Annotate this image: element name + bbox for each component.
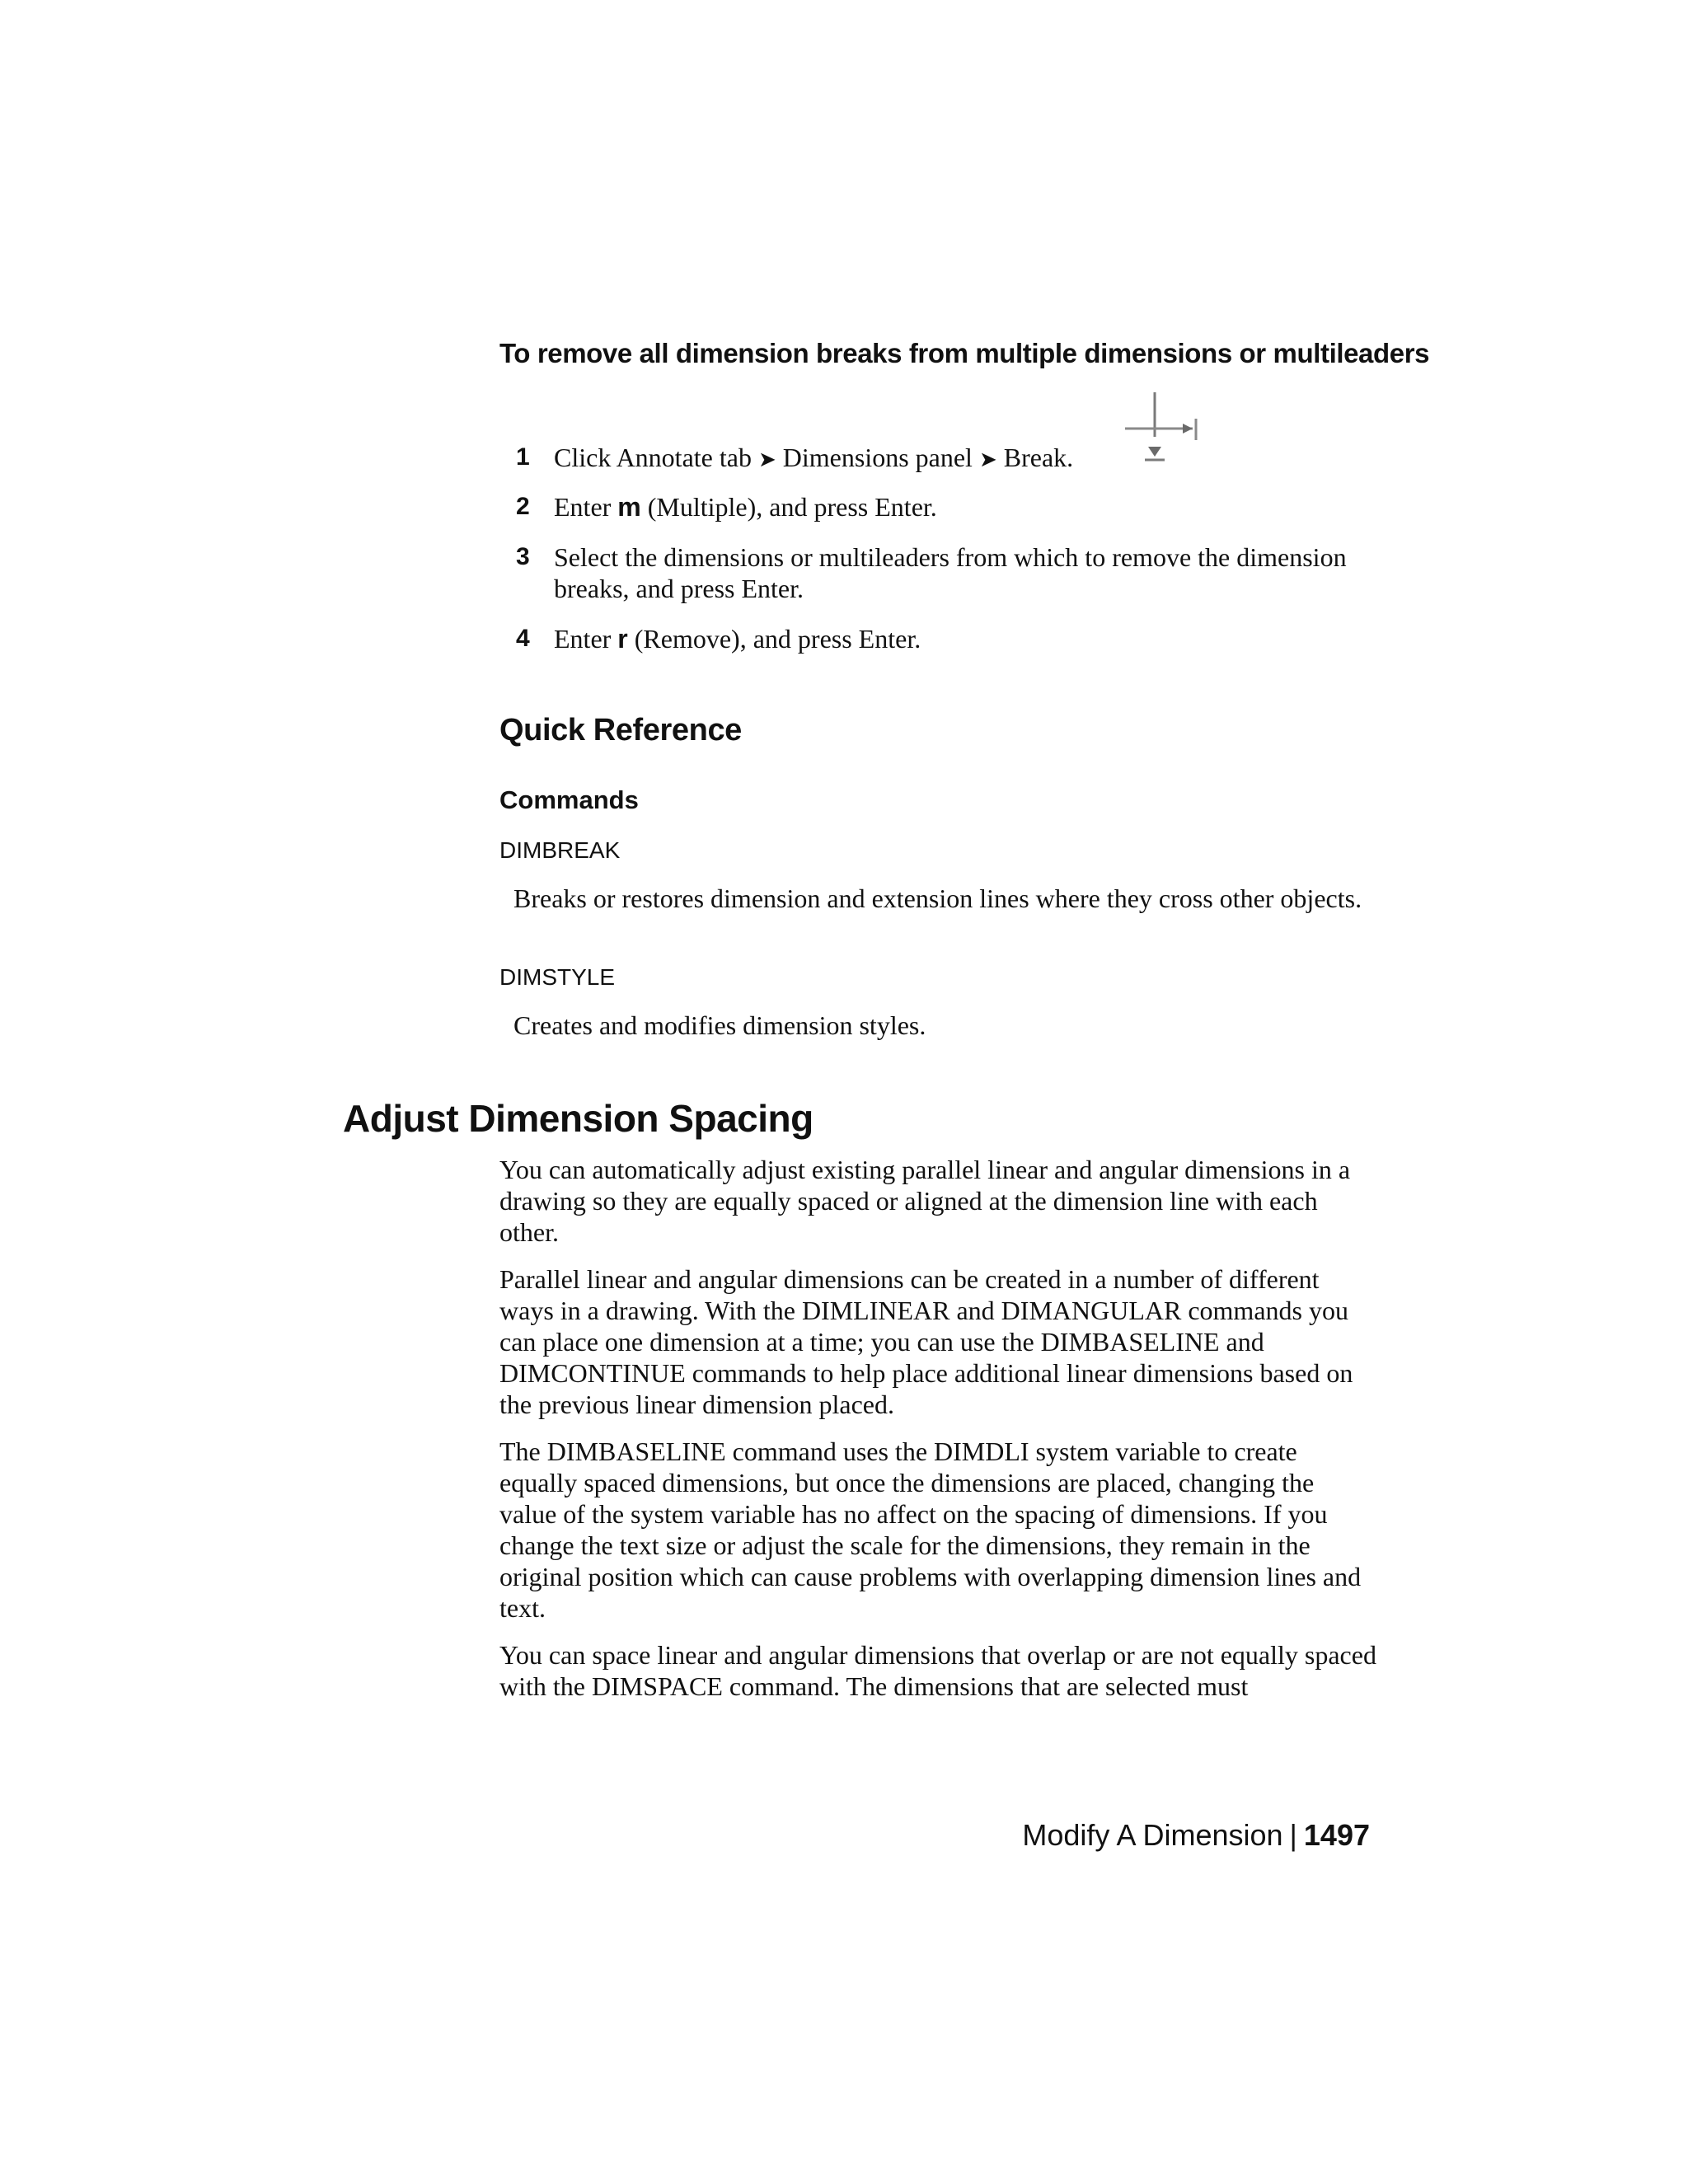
step-text [554, 491, 1373, 523]
body-paragraph: You can space linear and angular dimensions that overlap or are not equally spaced with the DIMSPACE command. The dimensions that are selected must [499, 1640, 1376, 1701]
command-description: Creates and modifies dimension styles. [513, 1010, 926, 1040]
body-paragraph: The DIMBASELINE command uses the DIMDLI system variable to create equally spaced dimensions, but once the dimensions are placed, changing the value of the system variable has no affect on the spacing of dimensions. If you change the text size or adjust the scale for the dimensions, they remain in the original position which can cause problems with overlapping dimension lines and text. [499, 1436, 1362, 1623]
menu-arrow-icon: ➤ [757, 448, 776, 472]
step-text-part: Dimensions panel [782, 443, 973, 472]
quick-reference-heading: Quick Reference [499, 713, 742, 748]
page-footer [1022, 1818, 1370, 1853]
footer-separator: | [1289, 1818, 1297, 1852]
menu-arrow-icon: ➤ [978, 448, 997, 472]
step-text-part: Click Annotate tab [554, 443, 752, 472]
step-text [554, 623, 1373, 654]
step-number: 3 [516, 543, 530, 570]
procedure-step [499, 541, 1373, 604]
step-number: 1 [516, 443, 530, 471]
section-title: Adjust Dimension Spacing [343, 1097, 814, 1140]
step-number: 4 [516, 625, 530, 652]
step-key: m [617, 492, 641, 522]
step-text-part: Break. [1003, 443, 1074, 472]
procedure-heading: To remove all dimension breaks from multiple dimensions or multileaders [499, 338, 1430, 368]
procedure-step [499, 491, 1373, 523]
commands-heading: Commands [499, 785, 639, 814]
body-paragraph: You can automatically adjust existing parallel linear and angular dimensions in a drawing so they are equally spaced or aligned at the dimension line with each other. [499, 1155, 1351, 1247]
step-text [554, 442, 1373, 476]
step-number: 2 [516, 493, 530, 520]
procedure-step [499, 623, 1373, 654]
step-text-part: Enter [554, 624, 612, 654]
page-number: 1497 [1303, 1818, 1370, 1852]
dimbreak-icon [1123, 391, 1203, 474]
command-name: DIMBREAK [499, 837, 621, 863]
footer-chapter: Modify A Dimension [1022, 1818, 1283, 1852]
command-name: DIMSTYLE [499, 964, 616, 990]
command-description: Breaks or restores dimension and extension lines where they cross other objects. [513, 883, 1362, 913]
step-text-part: (Multiple), and press Enter. [647, 492, 937, 522]
step-text-part: (Remove), and press Enter. [634, 624, 921, 654]
step-key: r [617, 624, 628, 654]
step-text: Select the dimensions or multileaders from which to remove the dimension breaks, and press Enter. [554, 542, 1347, 603]
step-text-part: Enter [554, 492, 612, 522]
body-paragraph: Parallel linear and angular dimensions can be created in a number of different ways in a drawing. With the DIMLINEAR and DIMANGULAR commands you can place one dimension at a time; you can use the DIMBASELINE and DIMCONTINUE commands to help place additional linear dimensions based on the previous linear dimension placed. [499, 1264, 1353, 1419]
procedure-step [499, 442, 1373, 476]
